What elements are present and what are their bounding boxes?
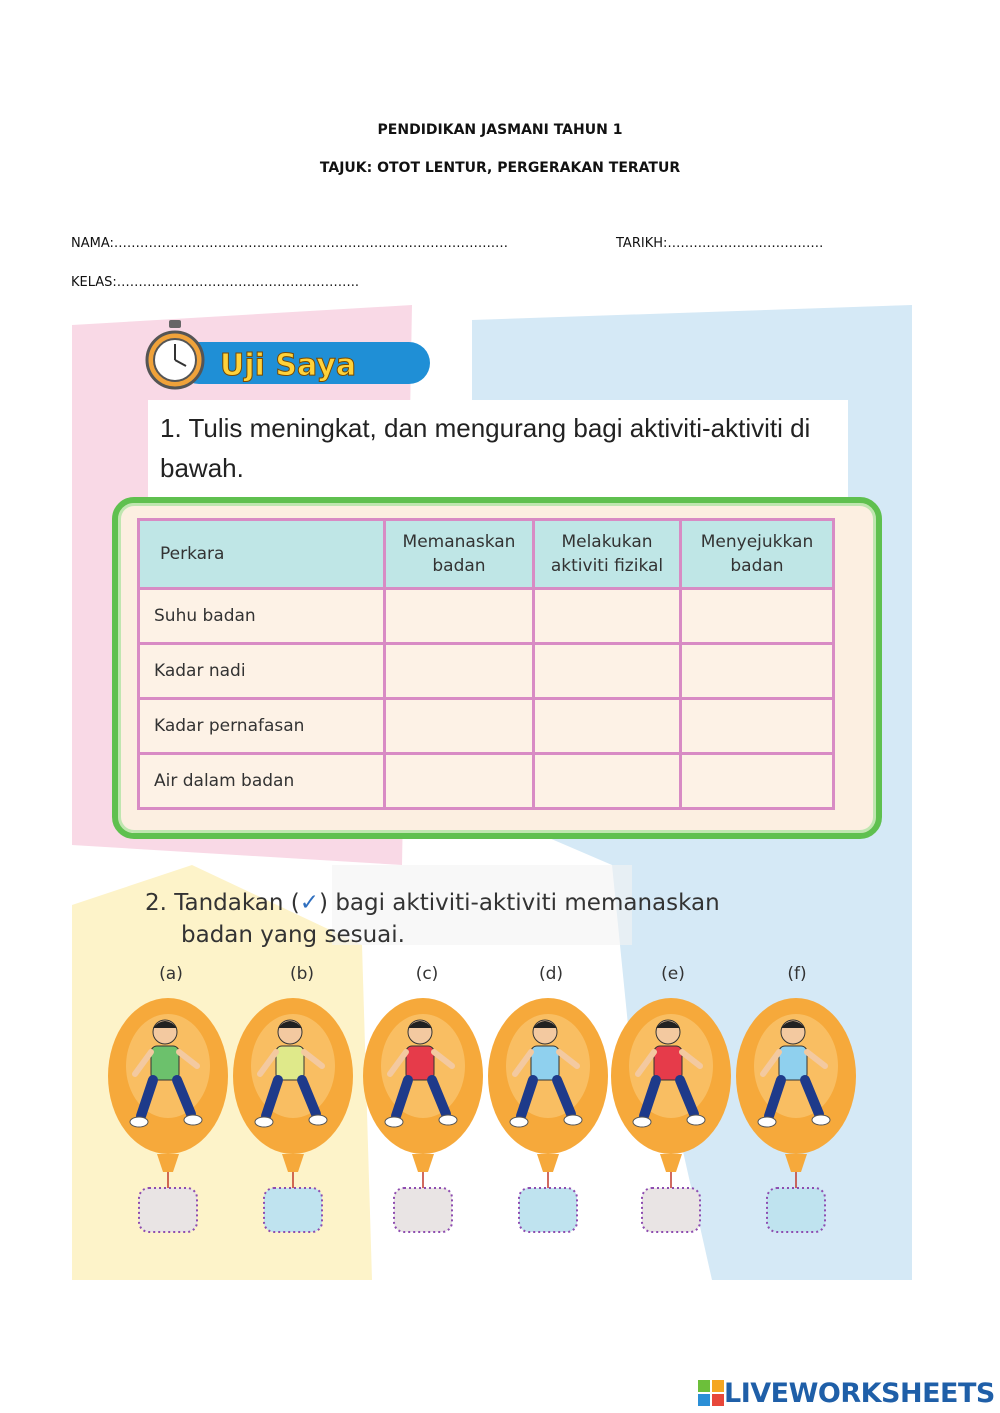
answer-cell[interactable] xyxy=(534,699,681,754)
row-label: Kadar nadi xyxy=(139,644,385,699)
row-label: Suhu badan xyxy=(139,589,385,644)
table-row xyxy=(139,589,834,644)
brand-text: LIVEWORKSHEETS xyxy=(724,1377,995,1409)
activity-table xyxy=(137,518,835,810)
balloon-knot xyxy=(537,1154,559,1172)
tarikh-field[interactable]: TARIKH:……………………………… xyxy=(616,236,824,251)
uji-saya-label: Uji Saya xyxy=(220,348,357,383)
row-label: Kadar pernafasan xyxy=(139,699,385,754)
question-2-text xyxy=(145,887,765,951)
liveworksheets-brand xyxy=(698,1375,995,1411)
liveworksheets-logo-icon xyxy=(698,1380,724,1406)
activity-balloon-c xyxy=(360,996,486,1246)
answer-cell[interactable] xyxy=(681,644,834,699)
answer-cell[interactable] xyxy=(385,754,534,809)
answer-tag-box[interactable] xyxy=(642,1188,700,1232)
activity-balloon-e xyxy=(608,996,734,1246)
answer-cell[interactable] xyxy=(681,699,834,754)
balloon-knot xyxy=(282,1154,304,1172)
balloon-knot xyxy=(157,1154,179,1172)
table-row xyxy=(139,754,834,809)
header-memanaskan: Memanaskan badan xyxy=(385,520,534,589)
activity-balloon-f xyxy=(733,996,859,1246)
table-row xyxy=(139,644,834,699)
activity-label-a: (a) xyxy=(159,964,183,984)
table-header-row xyxy=(139,520,834,589)
answer-cell[interactable] xyxy=(681,754,834,809)
header-menyejukkan: Menyejukkan badan xyxy=(681,520,834,589)
answer-tag-box[interactable] xyxy=(394,1188,452,1232)
activity-balloon-d xyxy=(485,996,611,1246)
header-perkara: Perkara xyxy=(139,520,385,589)
answer-tag-box[interactable] xyxy=(519,1188,577,1232)
question-2-line1-after: ) bagi aktiviti-aktiviti memanaskan xyxy=(319,890,720,916)
question-2-line2: badan yang sesuai. xyxy=(181,922,405,948)
activity-label-b: (b) xyxy=(289,964,315,984)
question-2-line1-before: Tandakan ( xyxy=(174,890,300,916)
stopwatch-icon xyxy=(143,318,207,390)
answer-tag-box[interactable] xyxy=(139,1188,197,1232)
activity-balloon-b xyxy=(230,996,356,1246)
question-2-number: 2. xyxy=(145,890,167,916)
activity-label-c: (c) xyxy=(415,964,439,984)
activity-label-e: (e) xyxy=(661,964,685,984)
answer-cell[interactable] xyxy=(385,589,534,644)
balloon-knot xyxy=(660,1154,682,1172)
answer-cell[interactable] xyxy=(534,589,681,644)
answer-tag-box[interactable] xyxy=(264,1188,322,1232)
activity-balloon-a xyxy=(105,996,231,1246)
check-icon: ✓ xyxy=(299,890,320,916)
answer-cell[interactable] xyxy=(681,589,834,644)
table-row xyxy=(139,699,834,754)
answer-cell[interactable] xyxy=(385,644,534,699)
activity-label-d: (d) xyxy=(538,964,564,984)
worksheet-title: PENDIDIKAN JASMANI TAHUN 1 xyxy=(377,122,623,138)
answer-tag-box[interactable] xyxy=(767,1188,825,1232)
activity-label-f: (f) xyxy=(787,964,807,984)
balloon-knot xyxy=(785,1154,807,1172)
header-melakukan: Melakukan aktiviti fizikal xyxy=(534,520,681,589)
answer-cell[interactable] xyxy=(385,699,534,754)
kelas-field[interactable]: KELAS:……………………………………………….. xyxy=(71,275,360,290)
worksheet-topic: TAJUK: OTOT LENTUR, PERGERAKAN TERATUR xyxy=(319,160,681,176)
question-1-text: 1. Tulis meningkat, dan mengurang bagi aktiviti-aktiviti di bawah. xyxy=(160,413,811,483)
balloon-knot xyxy=(412,1154,434,1172)
nama-field[interactable]: NAMA:…………………………………………………………………………….… xyxy=(71,236,509,251)
answer-cell[interactable] xyxy=(534,754,681,809)
answer-cell[interactable] xyxy=(534,644,681,699)
row-label: Air dalam badan xyxy=(139,754,385,809)
